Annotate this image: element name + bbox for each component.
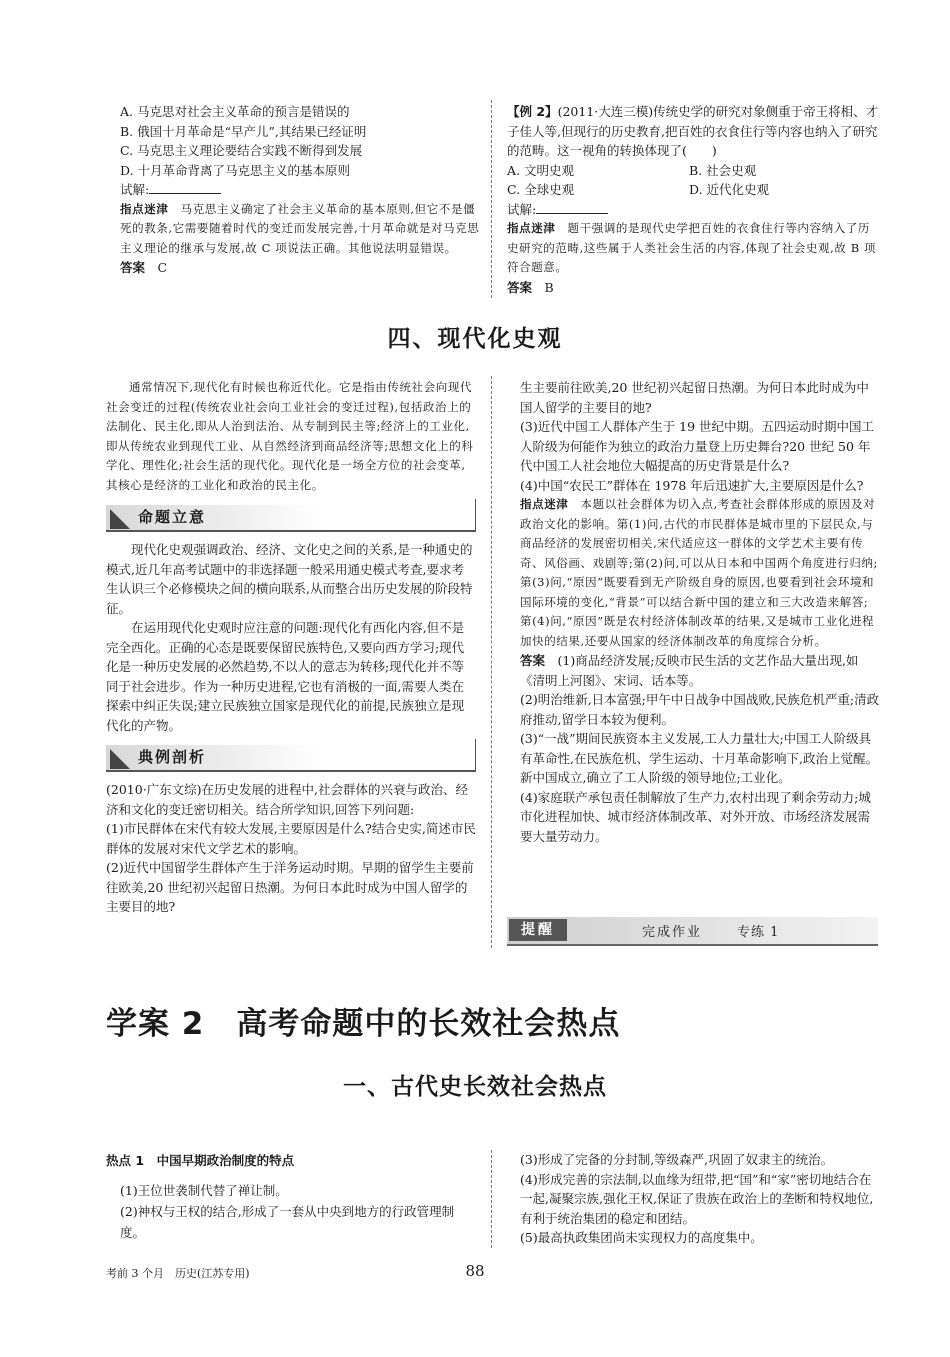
guide-label: 指点迷津 — [120, 201, 169, 216]
answer-3: (3)“一战”期间民族资本主义发展,工人力量壮大;中国工人阶级具有革命性,在民族危机、学生运动、十月革命影响下,政治上觉醒。新中国成立,确立了工人阶级的领导地位;工业化。 — [520, 731, 878, 785]
corner-mark-icon — [110, 749, 130, 769]
footer-book-title: 考前 3 个月 历史(江苏专用) — [106, 1267, 250, 1280]
answer-label: 答案 — [520, 653, 546, 668]
question-4: (4)中国“农民工”群体在 1978 年后迅速扩大,主要原因是什么? — [520, 477, 864, 493]
column-divider-middle — [491, 376, 492, 948]
proposition-paragraph-2: 在运用现代化史观时应注意的问题:现代化有西化内容,但不是完全西化。正确的心态是既要保留民族特色,又要向西方学习;现代化是一种历史发展的必然趋势,不以人的意志为转移;现代化并不等同于社会进步。作为一种历史进程,它也有消极的一面,需要人类在探索中纠正失误;建立民族独立国家是现代化的前提,民族独立是现代化的产物。 — [106, 620, 465, 733]
hotspot-right-column — [520, 1150, 880, 1248]
guide-label: 指点迷津 — [520, 497, 569, 511]
option-c[interactable]: C. 全球史观 — [507, 182, 575, 197]
guide-paragraph — [120, 200, 480, 259]
answer-label: 答案 — [507, 279, 533, 295]
hotspot-item-1: (1)王位世袭制代替了禅让制。 — [120, 1183, 288, 1198]
guide-paragraph — [520, 495, 880, 651]
section4-left-column — [106, 378, 476, 914]
example-question — [507, 102, 879, 161]
guide-text: 本题以社会群体为切入点,考查社会群体形成的原因及对政治文化的影响。第(1)问,古代的市民群体是城市里的下层民众,与商品经济的发展密切相关,宋代适应这一群体的文学艺术主要有传奇、风俗画、戏剧等;第(2)问,可以从日本和中国两个角度进行归纳;第(3)问,“原因”既要看到无产阶级自身的原因,也要看到社会环境和国际环境的变化,“背景”可以结合新中国的建立和三大改造来解答;第(4)问,“原因”既是农村经济体制改革的结果,又是城市工业化进程加快的结果,还要从国家的经济体制改革的角度综合分析。 — [520, 497, 878, 648]
proposition-paragraph-1: 现代化史观强调政治、经济、文化史之间的关系,是一种通史的模式,近几年高考试题中的非选择题一般采用通史模式考查,要求考生认识三个必修模块之间的横向联系,从而整合出历史发展的阶段特征。 — [106, 542, 473, 616]
option-b[interactable]: B. 社会史观 — [689, 162, 757, 178]
example-question-text: (2011·大连三模)传统史学的研究对象侧重于帝王将相、才子佳人等,但现行的历史教育,把百姓的衣食住行等内容也纳入了研究的范畴。这一视角的转换体现了( ) — [507, 104, 879, 158]
example-label: 【例 2】 — [507, 104, 558, 119]
case-intro: (2010·广东文综)在历史发展的进程中,社会群体的兴衰与政治、经济和文化的变迁密切相关。结合所学知识,回答下列问题: — [106, 782, 469, 817]
hotspot-label: 热点 1 — [106, 1153, 145, 1168]
answer-label: 答案 — [120, 260, 146, 275]
answer-text: B — [544, 279, 554, 295]
top-right-block — [507, 102, 879, 297]
answer-2: (2)明治维新,日本富强;甲午中日战争中国战败,民族危机严重;清政府推动,留学日本较为便利。 — [520, 692, 880, 727]
corner-mark-icon — [110, 509, 130, 529]
option-d[interactable]: D. 十月革命背离了马克思主义的基本原则 — [120, 162, 351, 178]
option-a[interactable]: A. 文明史观 — [507, 162, 574, 178]
guide-paragraph — [507, 219, 879, 278]
answer-line — [507, 278, 879, 298]
guide-text: 题干强调的是现代史学把百姓的衣食住行等内容纳入了历史研究的范畴,这些属于人类社会生活的内容,体现了社会史观,故 B 项符合题意。 — [507, 221, 877, 274]
top-left-block — [120, 102, 480, 278]
intro-paragraph: 通常情况下,现代化有时候也称近代化。它是指由传统社会向现代社会变迁的过程(传统农业社会向工业社会的变迁过程),包括政治上的法制化、民主化,即从人治到法治、从专制到民主等;经济上的工业化,即从传统农业到现代工业、从自然经济到商品经济等;思想文化上的科学化、理性化;社会生活的现代化。现代化是一场全方位的社会变革,其核心是经济的工业化和政治的民主化。 — [106, 380, 474, 492]
answer-blank[interactable] — [536, 201, 608, 214]
options-row-1 — [507, 161, 879, 181]
option-c[interactable]: C. 马克思主义理论要结合实践不断得到发展 — [120, 143, 363, 158]
question-3: (3)近代中国工人群体产生于 19 世纪中期。五四运动时期中国工人阶级为何能作为独立的政治力量登上历史舞台?20 世纪 50 年代中国工人社会地位大幅提高的历史背景是什么? — [520, 419, 875, 473]
answer-line — [120, 258, 480, 278]
hotspot-item-3: (3)形成了完备的分封制,等级森严,巩固了奴隶主的统治。 — [520, 1152, 834, 1167]
options-row-2 — [507, 180, 879, 200]
answer-blank[interactable] — [149, 181, 221, 194]
section-bar-example — [106, 745, 476, 772]
question-1: (1)市民群体在宋代有较大发展,主要原因是什么?结合史实,简述市民群体的发展对宋代文学艺术的影响。 — [106, 821, 476, 856]
reminder-bar — [507, 917, 878, 946]
bar-title: 命题立意 — [138, 508, 207, 526]
answer-1 — [520, 651, 880, 690]
option-d[interactable]: D. 近代化史观 — [689, 182, 770, 197]
reminder-tag: 提醒 — [509, 919, 567, 941]
option-a[interactable]: A. 马克思对社会主义革命的预言是错误的 — [120, 104, 350, 119]
page-number: 88 — [465, 1262, 485, 1280]
column-divider-bottom — [491, 1150, 492, 1248]
hotspot-item-2: (2)神权与王权的结合,形成了一套从中央到地方的行政管理制度。 — [120, 1204, 455, 1240]
reminder-reference[interactable]: 专练 1 — [737, 925, 780, 940]
reminder-text: 完成作业 — [642, 925, 703, 940]
answer-text-1: (1)商品经济发展;反映市民生活的文艺作品大量出现,如《清明上河图》、宋词、话本等。 — [520, 653, 859, 688]
hotspot-item-4: (4)形成完善的宗法制,以血缘为纽带,把“国”和“家”密切地结合在一起,凝聚宗族,强化王权,保证了贵族在政治上的垄断和特权地位,有利于统治集团的稳定和团结。 — [520, 1171, 874, 1226]
section-title: 四、现代化史观 — [387, 326, 563, 352]
bar-title: 典例剖析 — [138, 748, 207, 766]
section4-right-column — [520, 378, 880, 846]
hotspot-heading — [106, 1150, 478, 1171]
section-bar-proposition — [106, 505, 476, 532]
hotspot-left-column — [106, 1150, 478, 1243]
try-label: 试解: — [507, 201, 537, 217]
hotspot-item-5: (5)最高执政集团尚未实现权力的高度集中。 — [520, 1230, 763, 1245]
try-label: 试解: — [120, 182, 150, 197]
answer-text: C — [157, 260, 168, 275]
question-2: (2)近代中国留学生群体产生于洋务运动时期。早期的留学生主要前往欧美,20 世纪初兴起留日热潮。为何日本此时成为中国人留学的主要目的地? — [106, 860, 474, 914]
guide-text: 马克思主义确定了社会主义革命的基本原则,但它不是僵死的教条,它需要随着时代的变迁而发展完善,十月革命就是对马克思主义理论的继承与发展,故 C 项说法正确。其他说法明显错误。 — [120, 201, 480, 255]
try-line — [507, 200, 879, 220]
guide-label: 指点迷津 — [507, 221, 556, 235]
answer-4: (4)家庭联产承包责任制解放了生产力,农村出现了剩余劳动力;城市化进程加快、城市经济体制改革、对外开放、市场经济发展需要大量劳动力。 — [520, 789, 871, 844]
chapter-title: 学案 2 高考命题中的长效社会热点 — [106, 1006, 621, 1042]
option-b[interactable]: B. 俄国十月革命是“早产儿”,其结果已经证明 — [120, 123, 367, 139]
try-line — [120, 180, 480, 200]
question-2-continued: 生主要前往欧美,20 世纪初兴起留日热潮。为何日本此时成为中国人留学的主要目的地? — [520, 380, 869, 415]
column-divider-top — [491, 100, 492, 298]
hotspot-title: 中国早期政治制度的特点 — [156, 1153, 295, 1168]
chapter-subtitle: 一、古代史长效社会热点 — [343, 1074, 607, 1100]
